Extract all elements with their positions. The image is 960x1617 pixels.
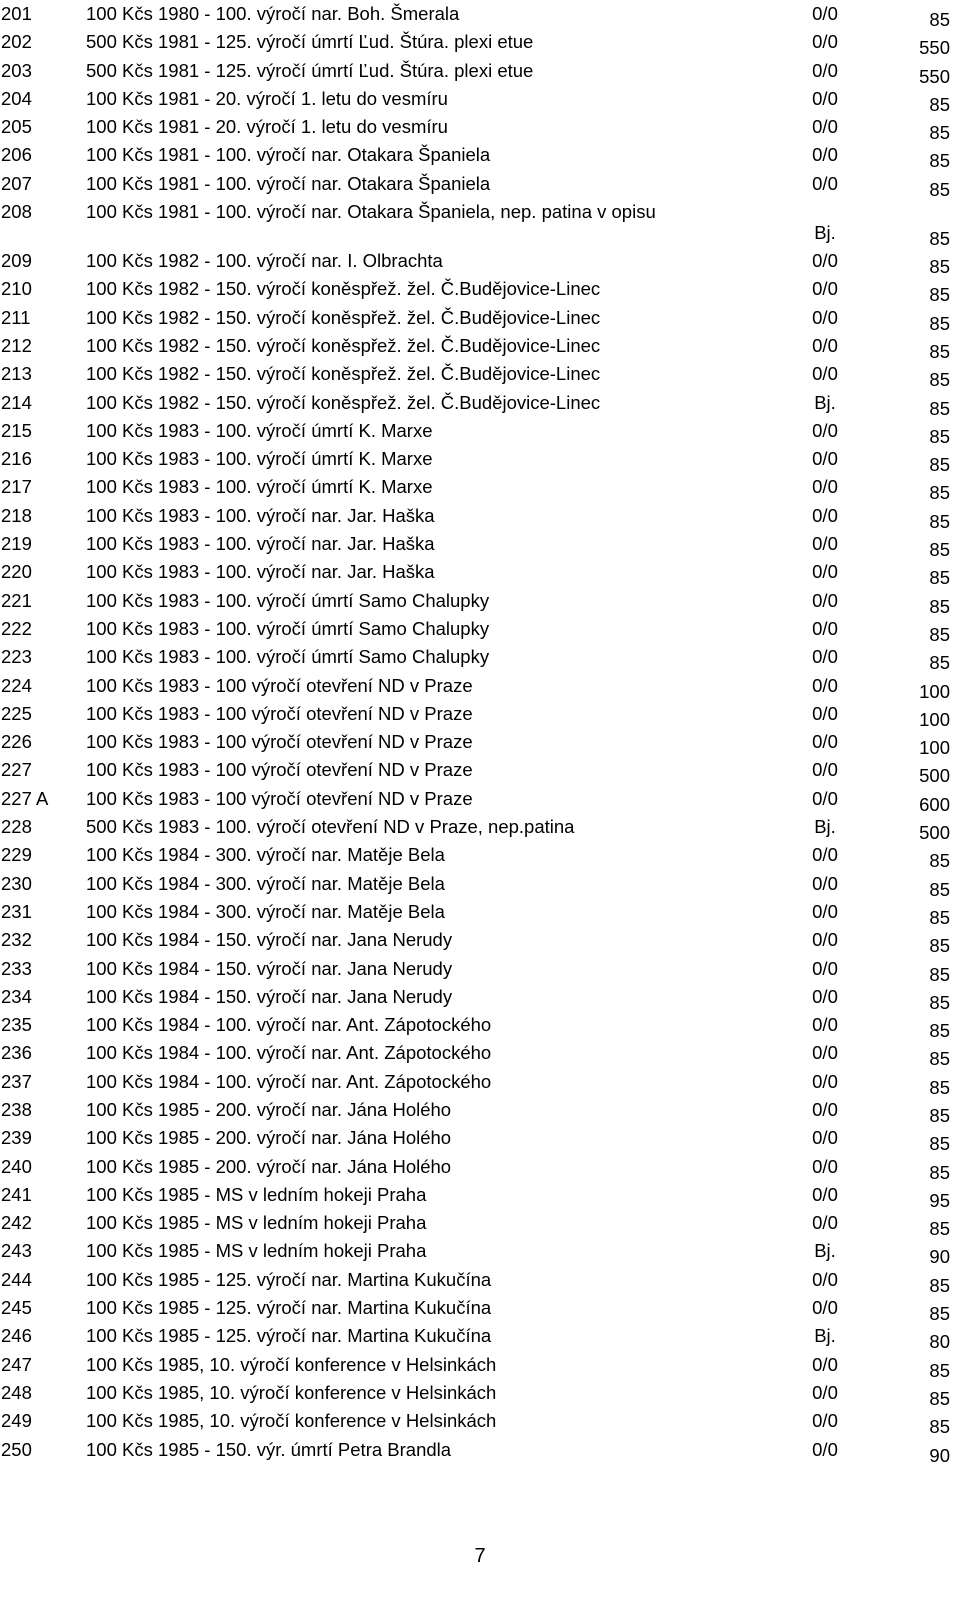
item-description: 100 Kčs 1985 - 125. výročí nar. Martina Kukučína (86, 1297, 492, 1319)
item-grade: 0/0 (812, 759, 838, 781)
item-price: 85 (929, 150, 950, 172)
item-grade: 0/0 (812, 1297, 838, 1319)
item-price: 85 (929, 1133, 950, 1155)
item-number: 201 (1, 3, 32, 24)
item-grade: 0/0 (812, 872, 838, 894)
item-price: 500 (919, 822, 950, 844)
item-description: 100 Kčs 1982 - 150. výročí koněspřež. žel. Č.Budějovice-Linec (86, 391, 601, 413)
page-number: 7 (474, 1545, 486, 1567)
catalog-row (0, 1266, 960, 1294)
item-description: 100 Kčs 1981 - 100. výročí nar. Otakara Španiela (86, 172, 491, 194)
item-number: 206 (1, 144, 32, 166)
catalog-row (0, 304, 960, 332)
item-price: 80 (929, 1331, 950, 1353)
item-grade: 0/0 (812, 306, 838, 328)
catalog-row (0, 1181, 960, 1209)
item-description: 100 Kčs 1983 - 100. výročí úmrtí K. Marxe (86, 476, 433, 498)
item-number: 231 (1, 900, 32, 922)
item-grade: 0/0 (812, 646, 838, 668)
item-number: 244 (1, 1268, 32, 1290)
item-number: 233 (1, 957, 32, 979)
item-price: 85 (929, 1048, 950, 1070)
item-price: 85 (929, 340, 950, 362)
item-grade: 0/0 (812, 900, 838, 922)
item-grade: Bj. (814, 816, 836, 838)
item-description: 100 Kčs 1985 - 200. výročí nar. Jána Holého (86, 1127, 452, 1149)
item-price: 85 (929, 652, 950, 674)
item-price: 100 (919, 737, 950, 759)
item-number: 240 (1, 1155, 32, 1177)
item-grade: 0/0 (812, 617, 838, 639)
catalog-row (0, 955, 960, 983)
item-price: 85 (929, 1161, 950, 1183)
catalog-row (0, 1237, 960, 1268)
item-description: 100 Kčs 1981 - 20. výročí 1. letu do vesmíru (86, 87, 448, 109)
catalog-row (0, 28, 960, 59)
item-price: 550 (919, 65, 950, 87)
item-grade: Bj. (814, 1325, 836, 1347)
catalog-row (0, 0, 960, 28)
item-description: 100 Kčs 1984 - 100. výročí nar. Ant. Zápotockého (86, 1070, 492, 1092)
item-description: 100 Kčs 1983 - 100. výročí nar. Jar. Haška (86, 533, 435, 555)
item-description: 100 Kčs 1985 - 150. výr. úmrtí Petra Brandla (86, 1438, 452, 1460)
catalog-row (0, 558, 960, 589)
item-number: 221 (1, 589, 32, 611)
item-number: 242 (1, 1212, 32, 1234)
item-number: 204 (1, 87, 32, 109)
item-description: 100 Kčs 1983 - 100. výročí nar. Jar. Haška (86, 561, 435, 583)
item-number: 249 (1, 1410, 32, 1432)
item-number: 227 A (1, 787, 49, 809)
item-grade: 0/0 (812, 3, 838, 24)
catalog-row (0, 672, 960, 700)
catalog-row (0, 813, 960, 844)
catalog-row (0, 1011, 960, 1042)
item-price: 85 (929, 1104, 950, 1126)
item-price: 85 (929, 397, 950, 419)
item-price: 85 (929, 878, 950, 900)
catalog-row (0, 275, 960, 306)
item-description: 100 Kčs 1982 - 100. výročí nar. I. Olbrachta (86, 250, 443, 272)
item-description: 100 Kčs 1983 - 100. výročí úmrtí K. Marxe (86, 419, 433, 441)
catalog-row (0, 1379, 960, 1407)
item-description: 100 Kčs 1982 - 150. výročí koněspřež. žel. Č.Budějovice-Linec (86, 278, 601, 300)
item-grade: 0/0 (812, 250, 838, 272)
catalog-row (0, 756, 960, 787)
item-number: 214 (1, 391, 32, 413)
item-price: 85 (929, 1020, 950, 1042)
item-price: 85 (929, 228, 950, 250)
item-price: 100 (919, 708, 950, 730)
catalog-row (0, 1322, 960, 1353)
item-grade: 0/0 (812, 1127, 838, 1149)
item-price: 85 (929, 1359, 950, 1381)
item-price: 85 (929, 991, 950, 1013)
item-grade: 0/0 (812, 363, 838, 385)
item-number: 248 (1, 1381, 32, 1403)
item-description: 100 Kčs 1983 - 100 výročí otevření ND v Praze (86, 787, 473, 809)
item-grade: 0/0 (812, 1381, 838, 1403)
item-number: 225 (1, 702, 32, 724)
item-price: 85 (929, 1416, 950, 1438)
item-description: 100 Kčs 1982 - 150. výročí koněspřež. žel. Č.Budějovice-Linec (86, 363, 601, 385)
item-grade: 0/0 (812, 31, 838, 53)
item-description: 500 Kčs 1981 - 125. výročí úmrtí Ľud. Štúra. plexi etue (86, 31, 534, 53)
catalog-row (0, 1407, 960, 1438)
item-grade: 0/0 (812, 278, 838, 300)
item-description: 100 Kčs 1983 - 100 výročí otevření ND v Praze (86, 702, 473, 724)
item-number: 224 (1, 674, 32, 696)
item-grade: 0/0 (812, 87, 838, 109)
item-number: 236 (1, 1042, 32, 1064)
item-price: 600 (919, 793, 950, 815)
item-number: 212 (1, 334, 32, 356)
item-price: 85 (929, 623, 950, 645)
catalog-row (0, 360, 960, 391)
item-number: 219 (1, 533, 32, 555)
item-price: 85 (929, 454, 950, 476)
catalog-row (0, 445, 960, 476)
item-grade: 0/0 (812, 1155, 838, 1177)
catalog-row (0, 85, 960, 113)
item-description: 100 Kčs 1983 - 100. výročí úmrtí Samo Chalupky (86, 617, 490, 639)
item-price: 85 (929, 595, 950, 617)
item-number: 227 (1, 759, 32, 781)
catalog-row (0, 1124, 960, 1155)
item-number: 245 (1, 1297, 32, 1319)
item-price: 85 (929, 1274, 950, 1296)
item-description: 100 Kčs 1985, 10. výročí konference v Helsinkách (86, 1353, 497, 1375)
item-grade: 0/0 (812, 334, 838, 356)
item-price: 90 (929, 1444, 950, 1466)
item-number: 228 (1, 816, 32, 838)
item-price: 85 (929, 93, 950, 115)
item-description: 100 Kčs 1981 - 100. výročí nar. Otakara Španiela (86, 144, 491, 166)
item-description: 100 Kčs 1985 - MS v ledním hokeji Praha (86, 1212, 427, 1234)
catalog-row (0, 1351, 960, 1379)
catalog-row (0, 170, 960, 198)
item-description: 100 Kčs 1983 - 100. výročí úmrtí Samo Chalupky (86, 589, 490, 611)
item-number: 222 (1, 617, 32, 639)
item-grade: 0/0 (812, 1212, 838, 1234)
item-grade: 0/0 (812, 1268, 838, 1290)
item-number: 226 (1, 731, 32, 753)
item-price: 100 (919, 680, 950, 702)
item-number: 243 (1, 1240, 32, 1262)
catalog-row (0, 1153, 960, 1181)
item-description: 100 Kčs 1985 - 125. výročí nar. Martina Kukučína (86, 1325, 492, 1347)
catalog-row (0, 1096, 960, 1124)
item-description: 100 Kčs 1981 - 100. výročí nar. Otakara Španiela, nep. patina v opisu (86, 201, 656, 223)
item-grade: 0/0 (812, 1410, 838, 1432)
item-grade: 0/0 (812, 476, 838, 498)
item-price: 85 (929, 369, 950, 391)
item-description: 500 Kčs 1981 - 125. výročí úmrtí Ľud. Štúra. plexi etue (86, 59, 534, 81)
item-price: 85 (929, 1076, 950, 1098)
item-number: 237 (1, 1070, 32, 1092)
item-grade: 0/0 (812, 985, 838, 1007)
catalog-row (0, 983, 960, 1011)
item-grade: 0/0 (812, 787, 838, 809)
catalog-row (0, 1294, 960, 1325)
item-grade: 0/0 (812, 731, 838, 753)
item-price: 85 (929, 312, 950, 334)
item-description: 100 Kčs 1983 - 100. výročí nar. Jar. Haška (86, 504, 435, 526)
item-number: 208 (1, 201, 32, 223)
item-number: 218 (1, 504, 32, 526)
item-price: 85 (929, 284, 950, 306)
item-description: 100 Kčs 1985, 10. výročí konference v Helsinkách (86, 1381, 497, 1403)
item-grade: 0/0 (812, 533, 838, 555)
item-price: 500 (919, 765, 950, 787)
item-number: 238 (1, 1098, 32, 1120)
catalog-row (0, 141, 960, 172)
item-description: 100 Kčs 1985 - 200. výročí nar. Jána Holého (86, 1098, 452, 1120)
catalog-row (0, 247, 960, 278)
item-grade: 0/0 (812, 1183, 838, 1205)
item-grade: 0/0 (812, 1070, 838, 1092)
catalog-row (0, 926, 960, 957)
item-price: 85 (929, 567, 950, 589)
item-grade: 0/0 (812, 419, 838, 441)
item-number: 213 (1, 363, 32, 385)
item-number: 215 (1, 419, 32, 441)
item-description: 100 Kčs 1982 - 150. výročí koněspřež. žel. Č.Budějovice-Linec (86, 334, 601, 356)
item-grade: Bj. (814, 222, 836, 244)
catalog-row (0, 502, 960, 530)
item-number: 250 (1, 1438, 32, 1460)
item-price: 85 (929, 906, 950, 928)
item-number: 234 (1, 985, 32, 1007)
item-number: 209 (1, 250, 32, 272)
item-price: 85 (929, 1303, 950, 1325)
item-number: 220 (1, 561, 32, 583)
item-description: 100 Kčs 1984 - 300. výročí nar. Matěje Bela (86, 900, 445, 922)
item-price: 85 (929, 256, 950, 278)
item-grade: 0/0 (812, 844, 838, 866)
item-price: 85 (929, 539, 950, 561)
item-number: 235 (1, 1014, 32, 1036)
item-price: 85 (929, 1218, 950, 1240)
item-grade: 0/0 (812, 957, 838, 979)
item-number: 230 (1, 872, 32, 894)
item-description: 100 Kčs 1984 - 100. výročí nar. Ant. Zápotockého (86, 1042, 492, 1064)
item-number: 217 (1, 476, 32, 498)
catalog-row (0, 898, 960, 926)
item-grade: 0/0 (812, 1438, 838, 1460)
item-description: 100 Kčs 1983 - 100 výročí otevření ND v Praze (86, 731, 473, 753)
item-number: 205 (1, 116, 32, 138)
item-grade: 0/0 (812, 1042, 838, 1064)
item-number: 202 (1, 31, 32, 53)
catalog-row (0, 1209, 960, 1240)
catalog-row (0, 785, 960, 813)
catalog-row (0, 700, 960, 728)
item-price: 85 (929, 935, 950, 957)
item-price: 85 (929, 1387, 950, 1409)
item-grade: 0/0 (812, 589, 838, 611)
item-description: 100 Kčs 1984 - 150. výročí nar. Jana Nerudy (86, 985, 453, 1007)
catalog-row (0, 198, 960, 250)
item-grade: Bj. (814, 1240, 836, 1262)
item-price: 95 (929, 1189, 950, 1211)
item-description: 100 Kčs 1983 - 100 výročí otevření ND v Praze (86, 759, 473, 781)
catalog-row (0, 841, 960, 872)
catalog-row (0, 57, 960, 85)
item-grade: Bj. (814, 391, 836, 413)
item-number: 229 (1, 844, 32, 866)
catalog-row (0, 643, 960, 674)
item-description: 100 Kčs 1983 - 100. výročí úmrtí K. Marxe (86, 448, 433, 470)
item-number: 223 (1, 646, 32, 668)
item-number: 207 (1, 172, 32, 194)
item-grade: 0/0 (812, 59, 838, 81)
catalog-row (0, 530, 960, 561)
item-number: 211 (1, 306, 31, 328)
item-price: 90 (929, 1246, 950, 1268)
item-description: 100 Kčs 1982 - 150. výročí koněspřež. žel. Č.Budějovice-Linec (86, 306, 601, 328)
item-price: 85 (929, 178, 950, 200)
item-description: 100 Kčs 1984 - 300. výročí nar. Matěje Bela (86, 844, 445, 866)
item-number: 210 (1, 278, 32, 300)
item-number: 239 (1, 1127, 32, 1149)
catalog-row (0, 113, 960, 144)
item-number: 232 (1, 929, 32, 951)
item-number: 241 (1, 1183, 32, 1205)
item-description: 100 Kčs 1985 - MS v ledním hokeji Praha (86, 1240, 427, 1262)
catalog-row (0, 1436, 960, 1464)
item-description: 100 Kčs 1984 - 150. výročí nar. Jana Nerudy (86, 957, 453, 979)
item-description: 100 Kčs 1985 - 125. výročí nar. Martina Kukučína (86, 1268, 492, 1290)
catalog-row (0, 587, 960, 615)
item-description: 100 Kčs 1981 - 20. výročí 1. letu do vesmíru (86, 116, 448, 138)
catalog-row (0, 332, 960, 360)
item-description: 100 Kčs 1983 - 100 výročí otevření ND v Praze (86, 674, 473, 696)
item-grade: 0/0 (812, 1014, 838, 1036)
item-grade: 0/0 (812, 1098, 838, 1120)
item-number: 203 (1, 59, 32, 81)
item-price: 85 (929, 850, 950, 872)
item-grade: 0/0 (812, 1353, 838, 1375)
catalog-row (0, 1039, 960, 1070)
item-description: 100 Kčs 1985 - 200. výročí nar. Jána Holého (86, 1155, 452, 1177)
item-grade: 0/0 (812, 674, 838, 696)
item-price: 550 (919, 37, 950, 59)
item-grade: 0/0 (812, 448, 838, 470)
item-description: 100 Kčs 1985 - MS v ledním hokeji Praha (86, 1183, 427, 1205)
item-grade: 0/0 (812, 929, 838, 951)
catalog-row (0, 389, 960, 417)
catalog-row (0, 1068, 960, 1096)
item-number: 246 (1, 1325, 32, 1347)
item-price: 85 (929, 510, 950, 532)
item-description: 100 Kčs 1980 - 100. výročí nar. Boh. Šmerala (86, 3, 460, 24)
catalog-row (0, 417, 960, 445)
item-description: 100 Kčs 1985, 10. výročí konference v Helsinkách (86, 1410, 497, 1432)
item-grade: 0/0 (812, 144, 838, 166)
item-grade: 0/0 (812, 561, 838, 583)
catalog-row (0, 870, 960, 898)
item-number: 216 (1, 448, 32, 470)
item-number: 247 (1, 1353, 32, 1375)
item-description: 100 Kčs 1984 - 150. výročí nar. Jana Nerudy (86, 929, 453, 951)
item-description: 100 Kčs 1984 - 300. výročí nar. Matěje Bela (86, 872, 445, 894)
item-grade: 0/0 (812, 702, 838, 724)
item-description: 100 Kčs 1984 - 100. výročí nar. Ant. Zápotockého (86, 1014, 492, 1036)
item-description: 100 Kčs 1983 - 100. výročí úmrtí Samo Chalupky (86, 646, 490, 668)
catalog-row (0, 615, 960, 643)
item-grade: 0/0 (812, 116, 838, 138)
item-price: 85 (929, 963, 950, 985)
item-price: 85 (929, 9, 950, 30)
item-grade: 0/0 (812, 172, 838, 194)
item-grade: 0/0 (812, 504, 838, 526)
item-price: 85 (929, 122, 950, 144)
item-description: 500 Kčs 1983 - 100. výročí otevření ND v Praze, nep.patina (86, 816, 575, 838)
item-price: 85 (929, 482, 950, 504)
catalog-row (0, 728, 960, 759)
item-price: 85 (929, 425, 950, 447)
catalog-row (0, 473, 960, 504)
